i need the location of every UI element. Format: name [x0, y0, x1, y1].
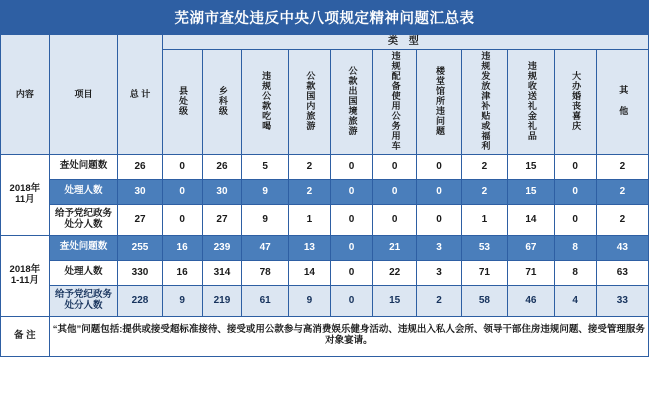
- cell-value: 14: [508, 204, 555, 235]
- row-label-party-discipline-persons: 给予党纪政务 处分人数: [49, 204, 118, 235]
- cell-value: 8: [554, 235, 596, 260]
- cell-value: 61: [242, 285, 289, 316]
- cell-value: 43: [596, 235, 648, 260]
- cell-value: 0: [330, 285, 372, 316]
- cell-value: 2: [596, 179, 648, 204]
- cell-value: 239: [202, 235, 242, 260]
- cell-value: 0: [162, 154, 202, 179]
- cell-value: 16: [162, 235, 202, 260]
- header-total: 总 计: [118, 35, 162, 155]
- cell-value: 26: [202, 154, 242, 179]
- cell-value: 16: [162, 260, 202, 285]
- row-label-investigated-issues: 查处问题数: [49, 154, 118, 179]
- table-footer-row: [1, 316, 649, 356]
- header-type-group: 类 型: [162, 35, 648, 50]
- page-title: 芜湖市查处违反中央八项规定精神问题汇总表: [174, 10, 475, 27]
- cell-value: 9: [242, 204, 289, 235]
- cell-value: 0: [330, 154, 372, 179]
- header-col-xiangkeji: 乡科级: [202, 49, 242, 154]
- header-col-weigui-jinbutie-fuli: 违规发放津补贴或福利: [461, 49, 508, 154]
- cell-value: 9: [162, 285, 202, 316]
- header-col-gongkuan-chuguojing-lvyou: 公款出国境旅游: [330, 49, 372, 154]
- cell-value: 4: [554, 285, 596, 316]
- header-col-weigui-gongwuyongche: 违规配备使用公务用车: [373, 49, 417, 154]
- report-title-bar: [0, 0, 649, 34]
- cell-value: 0: [417, 179, 461, 204]
- cell-value: 0: [162, 179, 202, 204]
- cell-value: 0: [554, 179, 596, 204]
- cell-value: 30: [202, 179, 242, 204]
- cell-value: 2: [596, 204, 648, 235]
- header-col-xianchuji: 县处级: [162, 49, 202, 154]
- cell-value: 27: [202, 204, 242, 235]
- cell-value: 63: [596, 260, 648, 285]
- table-row: [1, 235, 649, 260]
- cell-value: 1: [461, 204, 508, 235]
- table-row: [1, 260, 649, 285]
- cell-value: 58: [461, 285, 508, 316]
- cell-value: 0: [373, 204, 417, 235]
- cell-value: 78: [242, 260, 289, 285]
- header-col-weigui-shousong-lijin: 违规收送礼金礼品: [508, 49, 555, 154]
- header-item-label: 项目: [49, 35, 118, 155]
- cell-value: 14: [288, 260, 330, 285]
- cell-value: 53: [461, 235, 508, 260]
- header-col-qita: 其 他: [596, 49, 648, 154]
- cell-value: 314: [202, 260, 242, 285]
- cell-value: 9: [288, 285, 330, 316]
- cell-value: 33: [596, 285, 648, 316]
- cell-value: 0: [330, 260, 372, 285]
- cell-value: 2: [461, 154, 508, 179]
- table-row: [1, 154, 649, 179]
- cell-value: 0: [162, 204, 202, 235]
- row-label-investigated-issues: 查处问题数: [49, 235, 118, 260]
- cell-value: 2: [288, 154, 330, 179]
- table-row: [1, 179, 649, 204]
- cell-value: 0: [417, 204, 461, 235]
- cell-total: 228: [118, 285, 162, 316]
- cell-value: 5: [242, 154, 289, 179]
- cell-value: 0: [417, 154, 461, 179]
- row-label-handled-persons: 处理人数: [49, 260, 118, 285]
- header-col-loutangguansuo: 楼堂馆所违问题: [417, 49, 461, 154]
- cell-value: 2: [461, 179, 508, 204]
- cell-value: 0: [554, 204, 596, 235]
- summary-table: [0, 34, 649, 357]
- header-col-daban-hunsang-xiqing: 大办婚丧喜庆: [554, 49, 596, 154]
- period-label-1: 2018年 11月: [1, 154, 50, 235]
- cell-value: 71: [461, 260, 508, 285]
- cell-value: 46: [508, 285, 555, 316]
- cell-value: 0: [554, 154, 596, 179]
- footer-label: 备 注: [1, 316, 50, 356]
- cell-total: 26: [118, 154, 162, 179]
- cell-value: 9: [242, 179, 289, 204]
- header-content-label: 内容: [1, 35, 50, 155]
- cell-value: 0: [330, 235, 372, 260]
- cell-value: 0: [373, 179, 417, 204]
- cell-value: 219: [202, 285, 242, 316]
- cell-value: 8: [554, 260, 596, 285]
- table-header-row-1: [1, 35, 649, 50]
- cell-value: 22: [373, 260, 417, 285]
- cell-value: 3: [417, 235, 461, 260]
- cell-value: 13: [288, 235, 330, 260]
- cell-value: 15: [508, 154, 555, 179]
- cell-total: 30: [118, 179, 162, 204]
- cell-value: 2: [288, 179, 330, 204]
- cell-value: 21: [373, 235, 417, 260]
- cell-value: 3: [417, 260, 461, 285]
- cell-total: 255: [118, 235, 162, 260]
- cell-value: 47: [242, 235, 289, 260]
- header-col-gongkuan-guonei-lvyou: 公款国内旅游: [288, 49, 330, 154]
- cell-value: 2: [596, 154, 648, 179]
- cell-value: 15: [373, 285, 417, 316]
- table-row: [1, 285, 649, 316]
- cell-value: 71: [508, 260, 555, 285]
- header-col-weigui-gongkuan-chihe: 违规公款吃喝: [242, 49, 289, 154]
- cell-value: 15: [508, 179, 555, 204]
- cell-total: 27: [118, 204, 162, 235]
- table-row: [1, 204, 649, 235]
- row-label-party-discipline-persons: 给予党纪政务 处分人数: [49, 285, 118, 316]
- cell-value: 2: [417, 285, 461, 316]
- cell-value: 0: [330, 204, 372, 235]
- cell-value: 0: [373, 154, 417, 179]
- cell-value: 1: [288, 204, 330, 235]
- cell-value: 67: [508, 235, 555, 260]
- footer-note: “其他”问题包括:提供或接受超标准接待、接受或用公款参与高消费娱乐健身活动、违规出入私人会所、领导干部住房违规问题、接受管理服务对象宴请。: [49, 316, 648, 356]
- row-label-handled-persons: 处理人数: [49, 179, 118, 204]
- cell-total: 330: [118, 260, 162, 285]
- cell-value: 0: [330, 179, 372, 204]
- period-label-2: 2018年 1-11月: [1, 235, 50, 316]
